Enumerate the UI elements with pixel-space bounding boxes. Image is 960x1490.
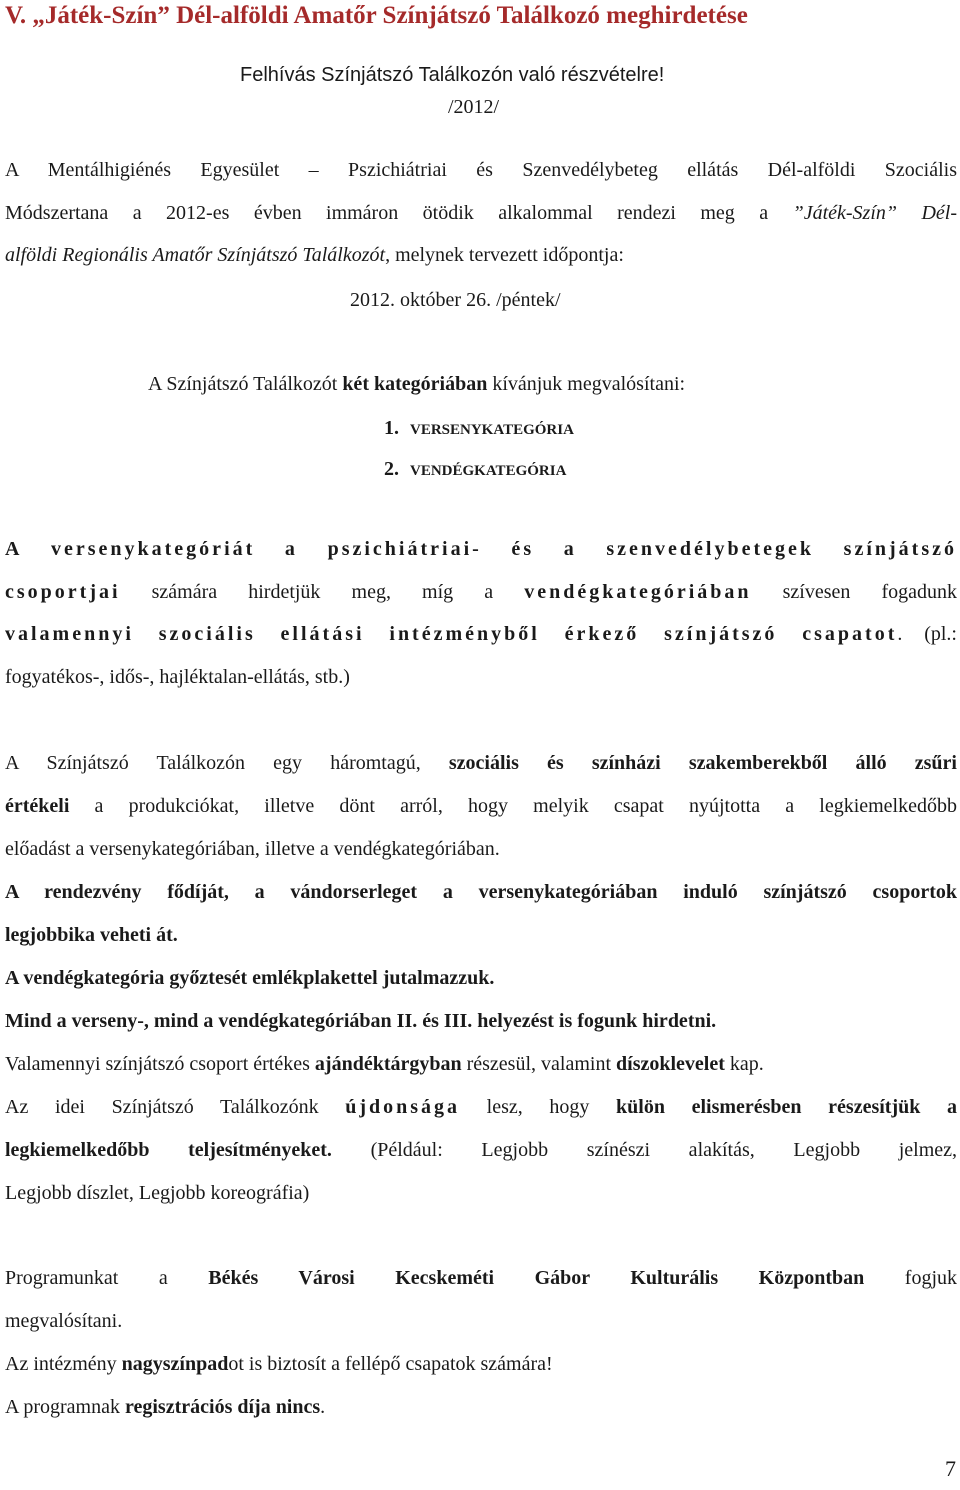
para3-line-8 bbox=[5, 1051, 957, 1077]
no-registration-fee: regisztrációs díja nincs bbox=[124, 1396, 321, 1418]
para3-line-1-text: A Színjátszó Találkozón egy háromtagú, bbox=[5, 752, 449, 774]
call-subtitle: Felhívás Színjátszó Találkozón való részvételre! bbox=[240, 64, 665, 86]
para2-guest-category: vendégkategóriában bbox=[524, 581, 752, 603]
intro-line-1: A Mentálhigiénés Egyesület – Pszichiátriai és Szenvedélybeteg ellátás Dél-alföldi Szociális bbox=[5, 159, 957, 181]
para3-line-2 bbox=[5, 793, 957, 819]
para3-line-11: Legjobb díszlet, Legjobb koreográfia) bbox=[5, 1182, 310, 1204]
categories-lead-b: két kategóriában bbox=[342, 373, 488, 395]
year-label: /2012/ bbox=[448, 96, 500, 118]
para3-line-10 bbox=[5, 1137, 957, 1163]
para3-line-6: A vendégkategória győztesét emlékplakettel jutalmazzuk. bbox=[5, 967, 495, 989]
event-name-end: alföldi Regionális Amatőr Színjátszó Találkozót bbox=[5, 244, 386, 266]
para2-line-3 bbox=[5, 621, 957, 647]
categories-lead-c: kívánjuk megvalósítani: bbox=[487, 373, 686, 395]
big-stage: nagyszínpad bbox=[121, 1353, 229, 1375]
para4-line-1 bbox=[5, 1265, 957, 1291]
novelty: újdonsága bbox=[345, 1096, 461, 1118]
para3-line-7: Mind a verseny-, mind a vendégkategóriában II. és III. helyezést is fogunk hirdetni. bbox=[5, 1010, 717, 1032]
page-number: 7 bbox=[945, 1456, 956, 1481]
diploma: díszoklevelet bbox=[616, 1053, 725, 1075]
category-number-2: 2. bbox=[384, 458, 399, 480]
intro-line-3-text: , melynek tervezett időpontja: bbox=[385, 244, 624, 266]
para3-line-1 bbox=[5, 750, 957, 776]
categories-lead bbox=[148, 371, 848, 397]
para2-line-1-text: A versenykategóriát a pszichiátriai- és a szenvedélybetegek színjátszó bbox=[5, 538, 957, 560]
para3-line-2-text: a produkciókat, illetve dönt arról, hogy melyik csapat nyújtotta a legkiemelkedőbb bbox=[69, 795, 957, 817]
para3-line-3: előadást a versenykategóriában, illetve a vendégkategóriában. bbox=[5, 838, 500, 860]
para2-groups: csoportjai bbox=[5, 581, 121, 603]
para2-line-4: fogyatékos-, idős-, hajléktalan-ellátás, stb.) bbox=[5, 666, 350, 688]
para3-line-8-e: kap. bbox=[724, 1053, 764, 1075]
intro-line-2-text: Módszertana a 2012-es évben immáron ötödik alkalommal rendezi meg a bbox=[5, 202, 793, 224]
event-name-start: ”Játék-Szín” Dél- bbox=[792, 202, 957, 224]
document-title: V. „Játék-Szín” Dél-alföldi Amatőr Színjátszó Találkozó meghirdetése bbox=[5, 2, 748, 29]
category-number-1: 1. bbox=[384, 417, 399, 439]
para3-line-4: A rendezvény fődíját, a vándorserleget a versenykategóriában induló színjátszó csoportok bbox=[5, 881, 957, 903]
para4-line-3-a: Az intézmény bbox=[5, 1353, 122, 1375]
para4-line-1-c: fogjuk bbox=[864, 1267, 958, 1289]
venue-name: Békés Városi Kecskeméti Gábor Kulturális Központban bbox=[208, 1267, 865, 1289]
category-label-2: VENDÉGKATEGÓRIA bbox=[410, 463, 567, 479]
intro-line-3 bbox=[5, 242, 957, 268]
para4-line-4 bbox=[5, 1394, 957, 1420]
para4-line-3-c: ot is biztosít a fellépő csapatok számára! bbox=[228, 1353, 553, 1375]
para3-line-9-c: lesz, hogy bbox=[460, 1096, 617, 1118]
para4-line-4-a: A programnak bbox=[5, 1396, 125, 1418]
para2-line-2-text: számára hirdetjük meg, míg a bbox=[120, 581, 525, 603]
outstanding-performances: legkiemelkedőbb teljesítményeket. bbox=[5, 1139, 332, 1161]
para3-line-10-b: (Például: Legjobb színészi alakítás, Legjobb jelmez, bbox=[331, 1139, 958, 1161]
para4-line-4-c: . bbox=[320, 1396, 326, 1418]
para2-line-2 bbox=[5, 579, 957, 605]
para2-line-3-end: . (pl.: bbox=[897, 623, 957, 645]
category-label-1: VERSENYKATEGÓRIA bbox=[410, 422, 574, 438]
gift-item: ajándéktárgyban bbox=[314, 1053, 462, 1075]
para3-line-5: legjobbika veheti át. bbox=[5, 924, 178, 946]
special-recognition: külön elismerésben részesítjük a bbox=[616, 1096, 958, 1118]
para4-line-1-a: Programunkat a bbox=[5, 1267, 209, 1289]
jury-description: szociális és színházi szakemberekből álló zsűri bbox=[448, 752, 957, 774]
para4-line-2: megvalósítani. bbox=[5, 1310, 123, 1332]
para3-line-8-c: részesül, valamint bbox=[461, 1053, 617, 1075]
para2-line-2-end: szívesen fogadunk bbox=[751, 581, 958, 603]
category-item-1 bbox=[384, 415, 684, 443]
para2-line-1 bbox=[5, 536, 957, 562]
categories-lead-a: A Színjátszó Találkozót bbox=[148, 373, 343, 395]
category-item-2 bbox=[384, 456, 684, 484]
para4-line-3 bbox=[5, 1351, 957, 1377]
para3-line-9 bbox=[5, 1094, 957, 1120]
para2-all-institutions: valamennyi szociális ellátási intézményből érkező színjátszó csapatot bbox=[5, 623, 898, 645]
para3-line-8-a: Valamennyi színjátszó csoport értékes bbox=[5, 1053, 315, 1075]
jury-evaluates: értékeli bbox=[5, 795, 70, 817]
event-date: 2012. október 26. /péntek/ bbox=[350, 289, 561, 311]
para3-line-9-a: Az idei Színjátszó Találkozónk bbox=[5, 1096, 346, 1118]
intro-line-2 bbox=[5, 200, 957, 226]
